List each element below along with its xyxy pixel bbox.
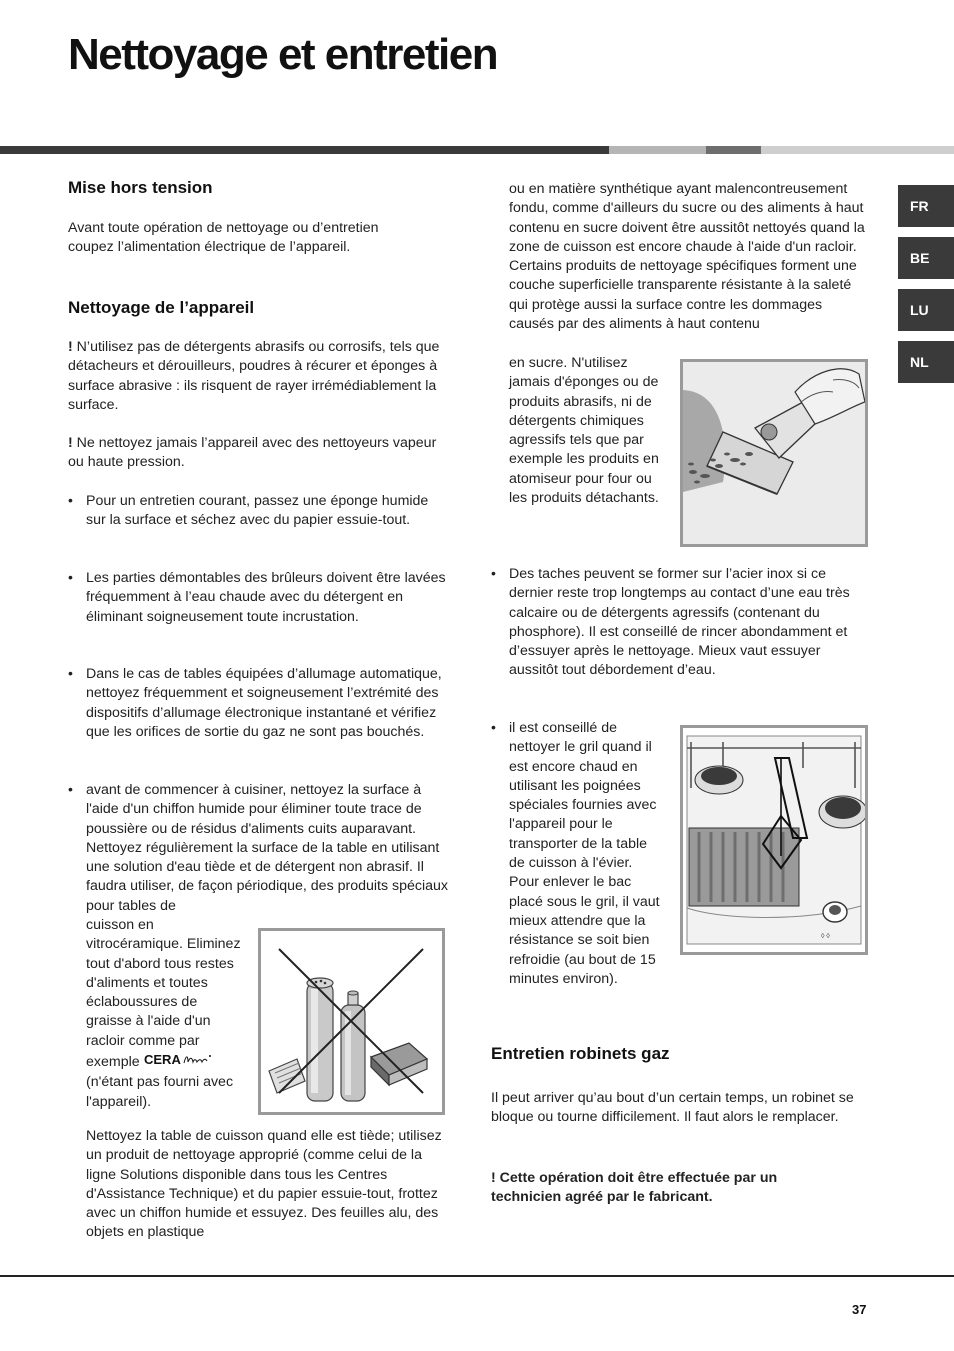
robinets-warning: ! Cette opération doit être effectuée par un technicien agréé par le fabricant. <box>491 1170 778 1206</box>
language-tab-lu[interactable]: LU <box>898 289 954 331</box>
bullet-dot: • <box>68 569 73 585</box>
bullet-dot: • <box>491 719 496 735</box>
page-number: 37 <box>852 1302 867 1317</box>
language-tab-be[interactable]: BE <box>898 237 954 279</box>
prohibited-products-figure <box>258 928 445 1115</box>
bullet-grill: il est conseillé de nettoyer le gril quand il est encore chaud en utilisant les poignées spéciales fournies avec l'appareil pour le transporter de la table de cuisson à l'évier. Pour enlever le bac placé sous le gril, il vaut mieux attendre que la résistance se soit bien refroidie (au bout de 15 minutes environ). <box>509 720 660 987</box>
page-title: Nettoyage et entretien <box>68 30 498 79</box>
svg-text:◊ ◊: ◊ ◊ <box>821 933 830 940</box>
warning-mark: ! <box>68 339 73 355</box>
header-rule-dark <box>0 146 609 154</box>
bullet-before-cooking-bottom: Nettoyez la table de cuisson quand elle est tiède; utilisez un produit de nettoyage approprié (comme celui de la ligne Solutions disponible dans tous les Centres d'Assistance Technique) et du papier essuie-tout, frottez avec un chiffon humide et essuyez. Des feuilles alu, des objets en plastique <box>86 1128 442 1241</box>
continued-text-full <box>509 180 869 334</box>
warning-mark: ! <box>68 435 73 451</box>
bullet-dot: • <box>68 492 73 508</box>
cera-logo-wordmark: CERA <box>143 1052 181 1068</box>
bullet-burner-parts: Les parties démontables des brûleurs doivent être lavées fréquemment à l’eau chaude avec du détergent en éliminant soigneusement toute incrustation. <box>86 570 446 625</box>
mise-hors-tension-text: Avant toute opération de nettoyage ou d’entretien coupez l’alimentation électrique de l’appareil. <box>68 220 379 256</box>
cera-logo <box>144 1051 212 1073</box>
section-heading-nettoyage: Nettoyage de l’appareil <box>68 298 255 317</box>
bullet-ignition: Dans le cas de tables équipées d’allumage automatique, nettoyez fréquemment et soigneusement l’extrémité des dispositifs d’allumage électronique instantané et vérifiez que les orifices de sortie du gaz ne sont pas bouchés. <box>86 666 442 740</box>
bullet-before-cooking-narrow <box>86 916 246 1112</box>
section-heading-robinets: Entretien robinets gaz <box>491 1044 670 1063</box>
bullet-daily-cleaning: Pour un entretien courant, passez une éponge humide sur la surface et séchez avec du papier essuie-tout. <box>86 493 429 529</box>
continued-text-narrow: en sucre. N'utilisez jamais d'éponges ou de produits abrasifs, ni de détergents chimiques agressifs tels que par exemple les produits en atomiseur pour four ou les produits détachants. <box>509 355 659 507</box>
warning-steam <box>68 434 448 473</box>
bullet-dot: • <box>68 781 73 797</box>
bullet-before-cooking: avant de commencer à cuisiner, nettoyez la surface à l'aide d'un chiffon humide pour éliminer toute trace de poussière ou de résidus d'aliments cuits auparavant. Nettoyez régulièrement la surface de la table en utilisant une solution d'eau tiède et de détergent non abrasif. Il faudra utiliser, de façon périodique, des produits spéciaux pour tables de <box>86 782 449 914</box>
scraper-figure <box>680 359 868 547</box>
language-tab-fr[interactable]: FR <box>898 185 954 227</box>
warning-steam-text: Ne nettoyez jamais l’appareil avec des nettoyeurs vapeur ou haute pression. <box>68 435 437 471</box>
header-rule-light-end <box>761 146 954 154</box>
warning-abrasive <box>68 338 448 415</box>
cera-note: (n'étant pas fourni avec l'appareil). <box>86 1074 234 1110</box>
bullet-dot: • <box>491 565 496 581</box>
section-heading-mise-hors-tension: Mise hors tension <box>68 178 213 197</box>
continued-text-b: nettoyés quand la zone de cuisson est encore chaude à l'aide d'un racloir. Certains produits de nettoyage spécifiques forment une couche superficielle transparente résistante à la saleté qui protège aussi la surface contre les dommages causés par des aliments à haut contenu <box>509 219 865 333</box>
continued-text-a: ou en matière synthétique ayant malencontreusement fondu, comme d'ailleurs du sucre ou des aliments à haut contenu en sucre doivent être <box>509 181 864 236</box>
language-tab-nl[interactable]: NL <box>898 341 954 383</box>
robinets-text: Il peut arriver qu’au bout d’un certain temps, un robinet se bloque ou tourne difficilement. Il faut alors le remplacer. <box>491 1090 854 1126</box>
emphasis-aussitot: aussitôt <box>699 219 749 236</box>
header-rule-mid <box>706 146 761 154</box>
bullet-before-cooking-narrow-text: cuisson en vitrocéramique. Eliminez tout d'abord tous restes d'aliments et toutes éclaboussures de graisse à l'aide d'un racloir comme par exemple <box>86 917 241 1070</box>
header-rule-light <box>609 146 706 154</box>
warning-abrasive-text: N’utilisez pas de détergents abrasifs ou corrosifs, tels que détacheurs et dérouilleurs, poudres à récurer et éponges à surface abrasive : ils risquent de rayer irrémédiablement la surface. <box>68 339 440 413</box>
bullet-stainless-steel: Des taches peuvent se former sur l’acier inox si ce dernier reste trop longtemps au contact d’une eau très calcaire ou de détergents agressifs (contenant du phosphore). Il est conseillé de rincer abondamment et d’essuyer après le nettoyage. Mieux vaut essuyer aussitôt tout débordement d’eau. <box>509 566 850 679</box>
bullet-dot: • <box>68 665 73 681</box>
footer-rule <box>0 1275 954 1277</box>
grill-figure <box>680 725 868 955</box>
